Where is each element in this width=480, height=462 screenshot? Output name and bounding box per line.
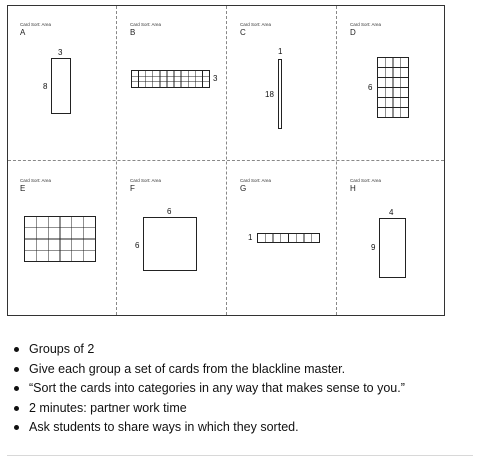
grid-shape [131, 70, 210, 88]
card-b [118, 6, 228, 161]
card-letter: B [130, 28, 136, 37]
card-e [8, 162, 118, 317]
list-item [14, 340, 405, 360]
bullet-icon [14, 367, 19, 372]
card-g [228, 162, 338, 317]
instruction-text: Groups of 2 [29, 342, 95, 356]
card-title: Card Sort: Area [130, 22, 162, 27]
height-label: 9 [371, 243, 376, 252]
card-c [228, 6, 338, 161]
card-title: Card Sort: Area [20, 178, 52, 183]
card-title: Card Sort: Area [350, 22, 382, 27]
width-label: 1 [278, 47, 283, 56]
instruction-text: Ask students to share ways in which they sorted. [29, 420, 299, 434]
rectangle-shape [278, 59, 282, 129]
instruction-text: 2 minutes: partner work time [29, 400, 187, 415]
card-letter: E [20, 184, 26, 193]
card-title: Card Sort: Area [350, 178, 382, 183]
bullet-icon [14, 406, 19, 411]
card-title: Card Sort: Area [240, 22, 272, 27]
rectangle-shape [51, 58, 71, 114]
width-label: 4 [389, 208, 394, 217]
instruction-text: “Sort the cards into categories in any way that makes sense to you.” [29, 381, 405, 395]
grid-shape [257, 233, 320, 243]
height-label: 6 [135, 241, 140, 250]
card-letter: C [240, 28, 246, 37]
card-d [338, 6, 448, 161]
list-item [14, 418, 405, 438]
width-label: 3 [58, 48, 63, 57]
list-item [14, 399, 405, 419]
card-title: Card Sort: Area [240, 178, 272, 183]
instruction-list [14, 340, 405, 438]
card-letter: H [350, 184, 356, 193]
height-label: 8 [43, 82, 48, 91]
bullet-icon [14, 425, 19, 430]
bullet-icon [14, 386, 19, 391]
card-h [338, 162, 448, 317]
card-f [118, 162, 228, 317]
list-item [14, 379, 405, 399]
square-shape [143, 217, 197, 271]
card-title: Card Sort: Area [20, 22, 52, 27]
card-letter: G [240, 184, 247, 193]
card-a [8, 6, 118, 161]
height-label: 1 [248, 233, 253, 242]
divider-line [7, 455, 473, 456]
card-sort-sheet [7, 5, 445, 316]
card-letter: F [130, 184, 135, 193]
card-letter: D [350, 28, 356, 37]
card-title: Card Sort: Area [130, 178, 162, 183]
width-label: 6 [167, 207, 172, 216]
height-label: 3 [213, 74, 218, 83]
list-item [14, 360, 405, 380]
instruction-text: Give each group a set of cards from the blackline master. [29, 361, 346, 376]
grid-outline [132, 71, 210, 88]
card-letter: A [20, 28, 26, 37]
grid-shape [24, 216, 96, 262]
height-label: 18 [265, 90, 274, 99]
rectangle-shape [379, 218, 406, 278]
height-label: 6 [368, 83, 373, 92]
grid-shape [377, 57, 409, 118]
bullet-icon [14, 347, 19, 352]
